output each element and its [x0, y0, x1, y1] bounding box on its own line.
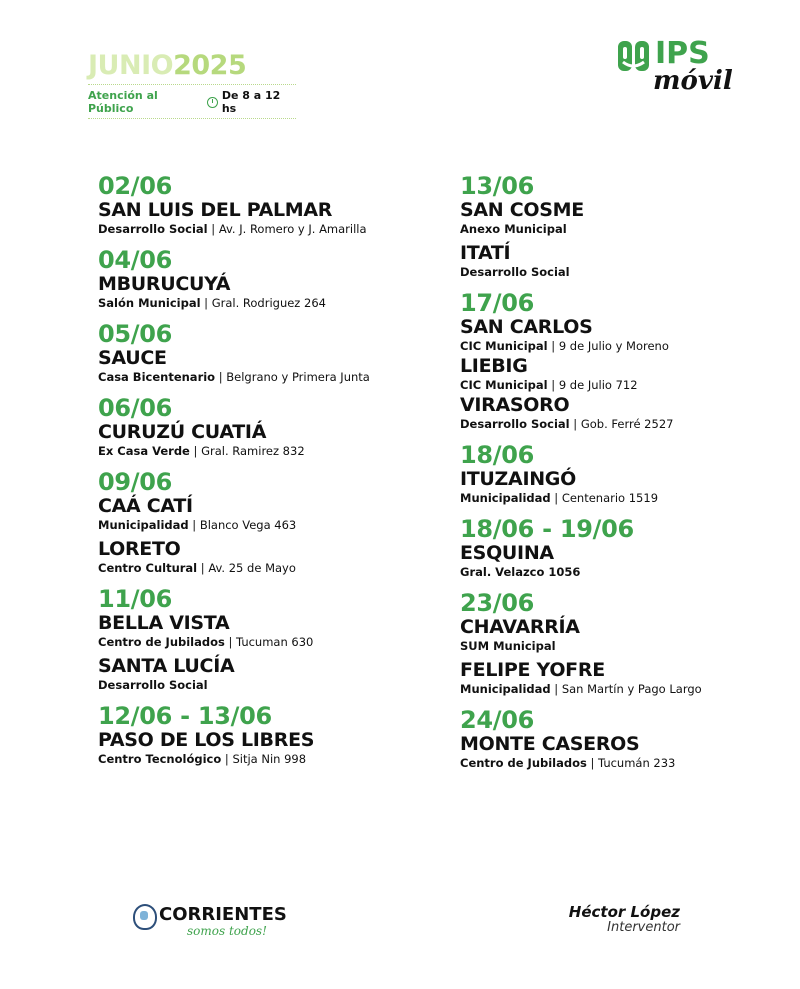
signer-role: Interventor: [607, 920, 680, 935]
schedule-stop: [98, 200, 428, 237]
schedule-date: 12/06 - 13/06: [98, 702, 272, 730]
stop-place: ITATÍ: [460, 242, 511, 264]
stop-details: [98, 634, 428, 650]
stop-place: ESQUINA: [460, 542, 554, 564]
stop-details: [98, 751, 428, 767]
schedule-date: 06/06: [98, 394, 173, 422]
stop-place: BELLA VISTA: [98, 612, 230, 634]
stop-place: FELIPE YOFRE: [460, 659, 605, 681]
logo-brand: IPS: [655, 36, 710, 71]
separator: |: [547, 339, 559, 353]
separator: |: [207, 222, 219, 236]
stop-venue: Centro Cultural: [98, 561, 198, 575]
schedule-stop: [98, 613, 428, 650]
corrientes-logo: [133, 902, 293, 942]
schedule-stop: [460, 617, 790, 654]
stop-place: SAN COSME: [460, 199, 584, 221]
schedule-stop: [98, 496, 428, 533]
schedule-stop: [98, 539, 428, 576]
stop-details: [460, 564, 790, 580]
schedule-date: 05/06: [98, 320, 173, 348]
schedule-date: 09/06: [98, 468, 173, 496]
stop-address: 9 de Julio 712: [558, 378, 638, 392]
separator: |: [215, 370, 227, 384]
separator: |: [569, 417, 581, 431]
ips-movil-logo: [617, 36, 733, 100]
stop-venue: Gral. Velazco 1056: [460, 565, 581, 579]
separator: |: [550, 682, 562, 696]
stop-address: Av. 25 de Mayo: [208, 561, 296, 575]
schedule-left-column: [98, 172, 428, 776]
stop-details: [98, 443, 428, 459]
schedule-block: [98, 172, 428, 237]
schedule-date: 23/06: [460, 589, 535, 617]
schedule-right-column: [460, 172, 790, 780]
stop-details: [460, 338, 790, 354]
separator: |: [547, 378, 559, 392]
hours-value: De 8 a 12 hs: [221, 89, 281, 115]
stop-venue: Salón Municipal: [98, 296, 201, 310]
stop-address: 9 de Julio y Moreno: [558, 339, 669, 353]
province-tagline: somos todos!: [187, 924, 267, 938]
schedule-block: [98, 468, 428, 576]
header: [88, 50, 296, 119]
schedule-date: 18/06: [460, 441, 535, 469]
stop-venue: Ex Casa Verde: [98, 444, 190, 458]
separator: |: [224, 635, 237, 649]
stop-address: Gob. Ferré 2527: [580, 417, 674, 431]
stop-place: CAÁ CATÍ: [98, 495, 193, 517]
stop-venue: Municipalidad: [98, 518, 189, 532]
stop-address: Tucuman 630: [236, 635, 314, 649]
separator: |: [586, 756, 599, 770]
separator: |: [550, 491, 562, 505]
stop-details: [98, 677, 428, 693]
schedule-date: 13/06: [460, 172, 535, 200]
schedule-date: 11/06: [98, 585, 173, 613]
separator: |: [221, 752, 233, 766]
stop-venue: Municipalidad: [460, 491, 551, 505]
stop-venue: CIC Municipal: [460, 339, 548, 353]
stop-address: Blanco Vega 463: [199, 518, 297, 532]
schedule-block: [460, 172, 790, 280]
stop-place: VIRASORO: [460, 394, 570, 416]
stop-address: Tucumán 233: [598, 756, 676, 770]
schedule-stop: [460, 469, 790, 506]
stop-venue: Centro Tecnológico: [98, 752, 222, 766]
hours-label: Atención al Público: [88, 89, 158, 115]
stop-place: CURUZÚ CUATIÁ: [98, 421, 267, 443]
schedule-date: 02/06: [98, 172, 173, 200]
schedule-block: [98, 320, 428, 385]
schedule-stop: [460, 543, 790, 580]
stop-place: PASO DE LOS LIBRES: [98, 729, 315, 751]
schedule-stop: [98, 656, 428, 693]
stop-place: LORETO: [98, 538, 181, 560]
signature: [540, 903, 680, 935]
year-label: 2025: [173, 50, 247, 81]
schedule-date: 04/06: [98, 246, 173, 274]
schedule-date: 18/06 - 19/06: [460, 515, 634, 543]
month-label: JUNIO: [88, 50, 174, 81]
stop-venue: Desarrollo Social: [98, 222, 208, 236]
stop-venue: Anexo Municipal: [460, 222, 567, 236]
stop-address: Gral. Rodriguez 264: [211, 296, 326, 310]
schedule-date: 17/06: [460, 289, 535, 317]
separator: |: [189, 444, 202, 458]
schedule-stop: [460, 317, 790, 354]
stop-address: Belgrano y Primera Junta: [226, 370, 370, 384]
stop-details: [460, 755, 790, 771]
stop-address: Av. J. Romero y J. Amarilla: [218, 222, 367, 236]
stop-address: Gral. Ramirez 832: [201, 444, 305, 458]
stop-address: Centenario 1519: [561, 491, 659, 505]
schedule-stop: [460, 660, 790, 697]
stop-venue: Desarrollo Social: [98, 678, 208, 692]
clock-icon: [207, 97, 218, 108]
schedule-stop: [460, 395, 790, 432]
stop-details: [460, 221, 790, 237]
separator: |: [197, 561, 209, 575]
schedule-stop: [98, 274, 428, 311]
stop-details: [460, 681, 790, 697]
stop-place: SAN CARLOS: [460, 316, 593, 338]
schedule-block: [98, 585, 428, 693]
stop-venue: CIC Municipal: [460, 378, 548, 392]
schedule-stop: [98, 348, 428, 385]
logo-tagline: móvil: [653, 66, 733, 96]
stop-venue: Centro de Jubilados: [460, 756, 587, 770]
schedule-block: [460, 706, 790, 771]
stop-details: [98, 221, 428, 237]
schedule-stop: [98, 422, 428, 459]
schedule-block: [460, 289, 790, 432]
stop-venue: Casa Bicentenario: [98, 370, 216, 384]
schedule-block: [460, 441, 790, 506]
stop-venue: Desarrollo Social: [460, 417, 570, 431]
schedule-stop: [98, 730, 428, 767]
stop-place: SAN LUIS DEL PALMAR: [98, 199, 333, 221]
schedule-stop: [460, 243, 790, 280]
stop-details: [98, 369, 428, 385]
stop-venue: Centro de Jubilados: [98, 635, 225, 649]
schedule-date: 24/06: [460, 706, 535, 734]
stop-address: San Martín y Pago Largo: [561, 682, 702, 696]
province-seal-icon: [133, 904, 157, 930]
stop-place: SAUCE: [98, 347, 167, 369]
separator: |: [200, 296, 212, 310]
schedule-block: [98, 702, 428, 767]
stop-venue: SUM Municipal: [460, 639, 556, 653]
stop-address: Sitja Nin 998: [232, 752, 307, 766]
stop-details: [460, 416, 790, 432]
stop-details: [98, 517, 428, 533]
stop-place: MONTE CASEROS: [460, 733, 640, 755]
stop-place: SANTA LUCÍA: [98, 655, 235, 677]
stop-details: [98, 295, 428, 311]
stop-place: LIEBIG: [460, 355, 528, 377]
schedule-stop: [460, 200, 790, 237]
schedule-block: [98, 246, 428, 311]
stop-venue: Municipalidad: [460, 682, 551, 696]
stop-details: [98, 560, 428, 576]
stop-details: [460, 377, 790, 393]
schedule-block: [460, 589, 790, 697]
month-title: [88, 50, 296, 85]
stop-details: [460, 490, 790, 506]
stop-details: [460, 264, 790, 280]
ips-logo-icon: [617, 40, 653, 74]
province-name: CORRIENTES: [159, 904, 287, 925]
hours-line: [88, 89, 296, 119]
stop-details: [460, 638, 790, 654]
signer-name: Héctor López: [568, 903, 680, 921]
schedule-block: [98, 394, 428, 459]
stop-venue: Desarrollo Social: [460, 265, 570, 279]
schedule-block: [460, 515, 790, 580]
schedule-stop: [460, 356, 790, 393]
schedule-stop: [460, 734, 790, 771]
stop-place: ITUZAINGÓ: [460, 468, 576, 490]
stop-place: MBURUCUYÁ: [98, 273, 231, 295]
separator: |: [188, 518, 200, 532]
stop-place: CHAVARRÍA: [460, 616, 580, 638]
